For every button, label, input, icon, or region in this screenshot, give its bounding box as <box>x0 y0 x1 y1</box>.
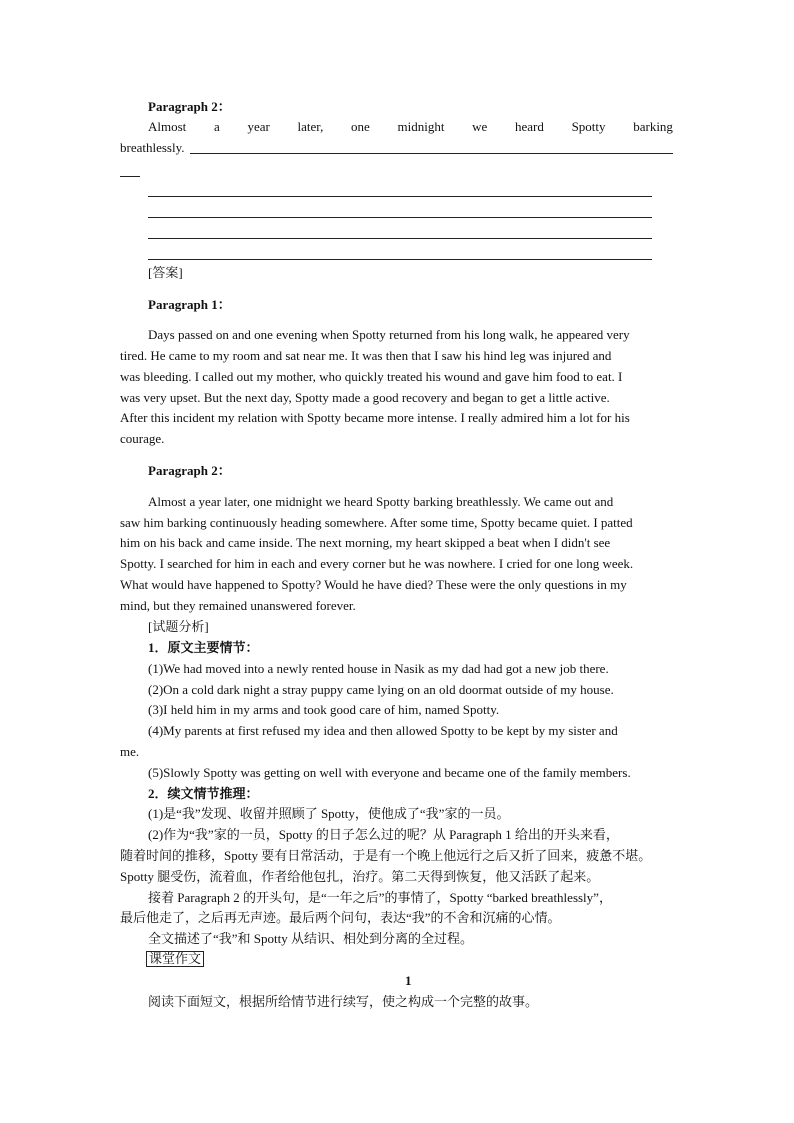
paragraph1-line: was bleeding. I called out my mother, who quickly treated his wound and gave him food to eat. I <box>120 369 623 384</box>
paragraph2-line: him on his back and came inside. The next morning, my heart skipped a beat when I didn't see <box>120 535 611 550</box>
paragraph1-line: courage. <box>120 431 165 446</box>
paragraph2-line: What would have happened to Spotty? Would he have died? These were the only questions in my <box>120 577 627 592</box>
writing-line <box>148 196 652 197</box>
writing-line <box>148 238 652 239</box>
paragraph2-line: Spotty. I searched for him in each and every corner but he was nowhere. I cried for one long week. <box>120 556 634 571</box>
summary-line: 全文描述了“我”和 Spotty 从结识、相处到分离的全过程。 <box>148 931 473 946</box>
paragraph2-heading: Paragraph 2： <box>148 463 231 478</box>
instruction-text: 阅读下面短文，根据所给情节进行续写，使之构成一个完整的故事。 <box>148 994 539 1009</box>
plot-item: (5)Slowly Spotty was getting on well with everyone and became one of the family members. <box>148 765 631 780</box>
paragraph1-line: Days passed on and one evening when Spotty returned from his long walk, he appeared very <box>148 327 630 342</box>
prompt-word: Spotty <box>571 119 606 134</box>
prompt-word: Almost <box>148 119 187 134</box>
answer-label: [答案] <box>148 265 183 280</box>
prompt-word: we <box>472 119 488 134</box>
inference-line: Spotty 腿受伤，流着血，作者给他包扎，治疗。第二天得到恢复，他又活跃了起来。 <box>120 869 600 884</box>
plot-item: (2)On a cold dark night a stray puppy came lying on an old doormat outside of my house. <box>148 682 614 697</box>
prompt-word: later, <box>297 119 324 134</box>
plot-item: (3)I held him in my arms and took good care of him, named Spotty. <box>148 702 500 717</box>
plot-item: (1)We had moved into a newly rented house in Nasik as my dad had got a new job there. <box>148 661 609 676</box>
writing-line <box>190 153 673 154</box>
paragraph2-line: saw him barking continuously heading somewhere. After some time, Spotty became quiet. I patted <box>120 515 633 530</box>
paragraph1-line: After this incident my relation with Spotty became more intense. I really admired him a lot for his <box>120 410 630 425</box>
page-number: 1 <box>405 973 412 988</box>
prompt-sentence-cont: breathlessly. <box>120 140 185 155</box>
prompt-word: one <box>351 119 370 134</box>
prompt-word: midnight <box>397 119 445 134</box>
inference-line: 最后他走了，之后再无声迹。最后两个问句，表达“我”的不舍和沉痛的心情。 <box>120 910 561 925</box>
analysis-section1-heading: 1．原文主要情节： <box>148 640 259 655</box>
writing-line <box>120 176 140 177</box>
paragraph1-line: was very upset. But the next day, Spotty made a good recovery and began to get a little active. <box>120 390 610 405</box>
prompt-word: a <box>213 119 220 134</box>
analysis-label: [试题分析] <box>148 619 209 634</box>
writing-line <box>148 259 652 260</box>
inference-line: (2)作为“我”家的一员，Spotty 的日子怎么过的呢？从 Paragraph 1 给出的开头来看， <box>148 827 619 842</box>
writing-line <box>148 217 652 218</box>
paragraph2-line: mind, but they remained unanswered forever. <box>120 598 356 613</box>
paragraph2-line: Almost a year later, one midnight we heard Spotty barking breathlessly. We came out and <box>148 494 614 509</box>
plot-item: me. <box>120 744 140 759</box>
prompt-word: heard <box>515 119 544 134</box>
paragraph1-heading: Paragraph 1： <box>148 297 231 312</box>
prompt-word: barking <box>633 119 673 134</box>
paragraph1-line: tired. He came to my room and sat near me. It was then that I saw his hind leg was injured and <box>120 348 612 363</box>
top-paragraph2-heading: Paragraph 2： <box>148 99 231 114</box>
analysis-section2-heading: 2．续文情节推理： <box>148 786 259 801</box>
inference-line: 随着时间的推移，Spotty 要有日常活动，于是有一个晚上他远行之后又折了回来，疲惫不堪。 <box>120 848 652 863</box>
inference-line: 接着 Paragraph 2 的开头句，是“一年之后”的事情了，Spotty “barked breathlessly”， <box>148 890 612 905</box>
plot-item: (4)My parents at first refused my idea and then allowed Spotty to be kept by my sister and <box>148 723 618 738</box>
prompt-word: year <box>247 119 270 134</box>
inference-line: (1)是“我”发现、收留并照顾了 Spotty，使他成了“我”家的一员。 <box>148 806 510 821</box>
section-tag: 课堂作文 <box>146 951 204 967</box>
prompt-sentence-line <box>148 119 673 135</box>
